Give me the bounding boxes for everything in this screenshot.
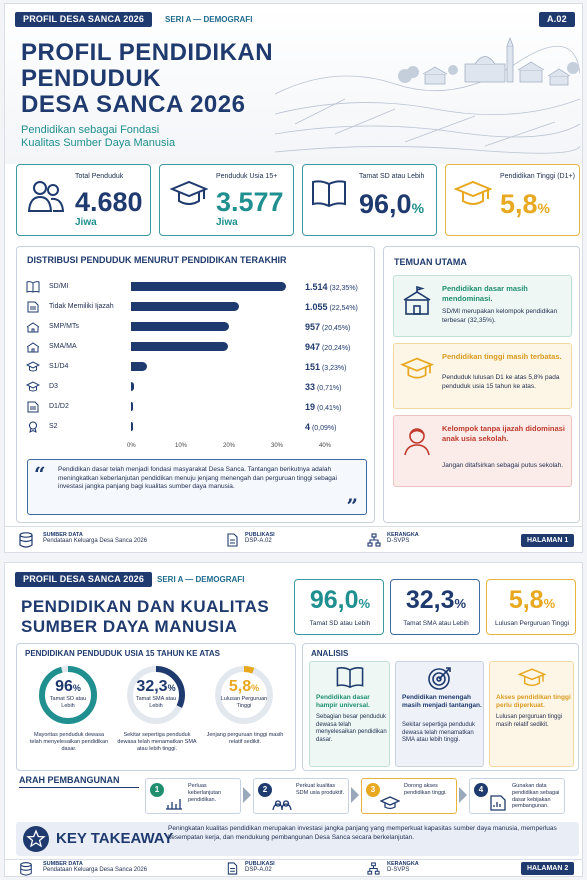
kpi-unit: % — [454, 596, 467, 611]
ring-unit: % — [251, 683, 260, 693]
bar-value-label: 957 — [305, 322, 321, 332]
bar-data-label — [305, 402, 341, 412]
ring-description: Jenjang perguruan tinggi masih relatif sedikit. — [206, 732, 284, 745]
kpi-label: Tamat SD atau Lebih — [309, 620, 371, 627]
usia15-section — [16, 643, 296, 771]
kpi-value — [359, 189, 424, 220]
bar — [131, 362, 147, 371]
step-text: Perluas keberlanjutan pendidikan. — [188, 783, 222, 803]
kpi-unit: % — [543, 596, 556, 611]
ring-number: 5,8 — [228, 678, 252, 695]
graduation-cap-icon — [170, 179, 208, 209]
footer-publication — [245, 861, 275, 873]
kpi-unit: % — [537, 200, 550, 216]
finding-card-1 — [393, 275, 572, 337]
category-label: D3 — [49, 383, 58, 390]
series-label: SERI A — DEMOGRAFI — [157, 575, 245, 584]
analysis-section — [302, 643, 579, 771]
distribution-section — [16, 246, 375, 523]
document-icon — [227, 533, 238, 547]
analysis-card-title: Akses pendidikan tinggi perlu diperkuat. — [496, 694, 571, 709]
subtitle-line-1: Pendidikan sebagai Fondasi — [21, 124, 160, 136]
ring-value — [213, 678, 275, 696]
ring-description: Sekitar sepertiga penduduk dewasa telah menamatkan SMA atau lebih tinggi. — [117, 732, 197, 752]
subtitle — [21, 124, 175, 150]
kpi-label: Tamat SD atau Lebih — [359, 173, 425, 180]
kpi-card-sd — [294, 579, 384, 635]
bar-value-label: 947 — [305, 342, 321, 352]
findings-title: TEMUAN UTAMA — [394, 257, 467, 267]
direction-step — [361, 778, 457, 814]
bar-percent-label: (3,23%) — [320, 365, 347, 372]
direction-step — [145, 778, 241, 814]
bar-percent-label: (20,24%) — [320, 345, 351, 352]
bar — [131, 382, 134, 391]
page-title — [21, 597, 269, 637]
step-text: Perkuat kualitas SDM usia produktif. — [296, 783, 344, 796]
category-icon — [26, 381, 40, 393]
x-tick-label: 30% — [271, 443, 284, 449]
bar — [131, 302, 239, 311]
kpi-value — [295, 586, 385, 615]
analysis-card-title: Pendidikan dasar hampir universal. — [316, 694, 370, 709]
quote-box — [27, 459, 367, 518]
finding-title: Kelompok tanpa ijazah didominasi anak usia sekolah. — [442, 424, 565, 443]
ring-unit: % — [72, 683, 81, 693]
footer-source-label: SUMBER DATA — [43, 861, 83, 867]
direction-underline — [19, 787, 139, 788]
kpi-number: 96,0 — [359, 189, 412, 219]
ring-unit: % — [167, 683, 176, 693]
kpi-number: 5,8 — [500, 189, 538, 219]
brand-tag: PROFIL DESA SANCA 2026 — [15, 572, 152, 587]
finding-card-2 — [393, 343, 572, 409]
chart-icon — [164, 795, 184, 811]
footer-ker-label: KERANGKA — [387, 861, 419, 867]
ring-value — [125, 678, 187, 696]
people-icon — [272, 795, 292, 811]
kpi-card-tamatsd — [302, 164, 437, 236]
school-icon — [400, 286, 434, 316]
finding-title: Pendidikan tinggi masih terbatas. — [442, 352, 562, 361]
step-text: Gunakan data pendidikan sebagai dasar kebijakan pembangunan. — [512, 783, 560, 810]
step-arrow-icon — [351, 787, 359, 803]
kpi-number: 32,3 — [405, 586, 455, 614]
kpi-value — [500, 189, 550, 220]
key-takeaway-title: KEY TAKEAWAY — [56, 830, 174, 847]
quote-text: Pendidikan dasar telah menjadi fondasi masyarakat Desa Sanca. Tantangan berikutnya adalah meningkatkan keberlanjutan pendidikan menuju jenjang menengah dan perguruan tinggi sebagai investasi jangka panjang bagi kualitas sumber daya manusia. — [58, 466, 337, 490]
step-number: 1 — [150, 783, 164, 797]
title-line-2: SUMBER DAYA MANUSIA — [21, 617, 238, 636]
chart-title: DISTRIBUSI PENDUDUK MENURUT PENDIDIKAN TERAKHIR — [27, 255, 287, 265]
kpi-value: 4.680 — [75, 187, 143, 217]
footer-pub-label: PUBLIKASI — [245, 861, 275, 867]
kpi-label: Penduduk Usia 15+ — [216, 173, 278, 180]
bar-percent-label: (0,41%) — [315, 405, 342, 412]
analysis-card-3 — [489, 661, 574, 767]
footer-pub-label: PUBLIKASI — [245, 532, 275, 538]
framework-icon — [367, 533, 381, 547]
ring-description: Mayoritas penduduk dewasa telah menyelesaikan pendidikan dasar. — [29, 732, 109, 752]
x-tick-label: 40% — [319, 443, 332, 449]
footer-framework — [387, 532, 419, 544]
footer-source-value: Pendataan Keluarga Desa Sanca 2026 — [43, 538, 148, 544]
bar-percent-label: (22,54%) — [327, 305, 358, 312]
category-icon — [26, 301, 40, 313]
kpi-unit: Jiwa — [75, 217, 97, 228]
step-arrow-icon — [459, 787, 467, 803]
kpi-unit: % — [411, 200, 425, 216]
bar-data-label — [305, 342, 350, 352]
step-number: 4 — [474, 783, 488, 797]
bar-percent-label: (32,35%) — [327, 285, 358, 292]
document-icon — [227, 862, 238, 875]
kpi-card-pendidikan-tinggi — [445, 164, 580, 236]
footer-ker-value: D-SVPS — [387, 867, 410, 873]
direction-title: ARAH PEMBANGUNAN — [19, 775, 120, 785]
analysis-card-text: Sekitar sepertiga penduduk dewasa telah menamatkan SMA atau lebih tinggi. — [402, 722, 476, 743]
title-line-2: PENDUDUK — [21, 65, 162, 92]
finding-text: Penduduk lulusan D1 ke atas 5,8% pada penduduk usia 15 tahun ke atas. — [442, 374, 560, 390]
people-icon — [27, 179, 65, 213]
bar-value-label: 1.055 — [305, 302, 328, 312]
bar-value-label: 1.514 — [305, 282, 328, 292]
footer-ker-label: KERANGKA — [387, 532, 419, 538]
bar — [131, 342, 228, 351]
category-icon — [26, 281, 40, 293]
kpi-value — [391, 586, 481, 615]
bar-percent-label: (0,71%) — [315, 385, 342, 392]
cap-icon — [380, 795, 400, 811]
book-icon — [311, 179, 347, 207]
bar-value-label: 33 — [305, 382, 316, 392]
kpi-number: 5,8 — [508, 586, 544, 614]
category-label: SD/MI — [49, 283, 69, 290]
bar-data-label — [305, 282, 358, 292]
ring-label: Tamat SD atau Lebih — [49, 696, 87, 709]
ring-label: Lulusan Perguruan Tinggi — [220, 696, 268, 709]
doc-code: A.02 — [539, 12, 575, 27]
subtitle-line-2: Kualitas Sumber Daya Manusia — [21, 137, 176, 149]
title-line-1: PROFIL PENDIDIKAN — [21, 39, 274, 66]
kpi-card-sma — [390, 579, 480, 635]
page-number: HALAMAN 1 — [521, 534, 574, 547]
bar-value-label: 4 — [305, 422, 311, 432]
footer-publication — [245, 532, 275, 544]
finding-text: SD/MI merupakan kelompok pendidikan terbesar (32,35%). — [442, 308, 558, 324]
graduation-cap-icon — [454, 179, 492, 209]
target-icon — [427, 665, 453, 691]
title-line-3: DESA SANCA 2026 — [21, 91, 246, 118]
analysis-card-title: Pendidikan menengah masih menjadi tantangan. — [402, 694, 482, 709]
database-icon — [19, 532, 33, 548]
ring-number: 32,3 — [136, 678, 168, 695]
ring-number: 96 — [55, 678, 73, 695]
finding-text: Jangan ditafsirkan sebagai putus sekolah. — [442, 462, 564, 469]
footer-source-value: Pendataan Keluarga Desa Sanca 2026 — [43, 867, 148, 873]
footer-source — [43, 861, 147, 873]
footer-ker-value: D-SVPS — [387, 538, 410, 544]
kpi-label: Pendidikan Tinggi (D1+) — [500, 173, 575, 180]
step-number: 2 — [258, 783, 272, 797]
category-label: D1/D2 — [49, 403, 69, 410]
kpi-label: Tamat SMA atau Lebih — [403, 620, 469, 627]
footer-divider — [5, 526, 583, 527]
finding-card-3 — [393, 415, 572, 487]
direction-step — [469, 778, 565, 814]
graduation-cap-icon — [400, 356, 434, 382]
ring-value — [37, 678, 99, 696]
child-icon — [402, 426, 432, 456]
category-label: SMP/MTs — [49, 323, 79, 330]
ring-stat — [117, 664, 211, 768]
category-icon — [26, 341, 40, 353]
graduation-cap-icon — [517, 667, 547, 689]
analysis-card-text: Lulusan perguruan tinggi masih relatif sedikit. — [496, 714, 563, 728]
direction-step — [253, 778, 349, 814]
bar-value-label: 151 — [305, 362, 321, 372]
footer-source — [43, 532, 147, 544]
analysis-card-1 — [309, 661, 390, 767]
x-tick-label: 0% — [127, 443, 136, 449]
footer-framework — [387, 861, 419, 873]
key-takeaway-box — [16, 822, 579, 856]
bar-value-label: 19 — [305, 402, 316, 412]
bar — [131, 402, 133, 411]
bar-data-label — [305, 302, 358, 312]
star-badge-icon — [22, 825, 50, 853]
finding-title: Pendidikan dasar masih mendominasi. — [442, 284, 528, 303]
footer-pub-value: DSP-A.02 — [245, 538, 272, 544]
analysis-card-2 — [395, 661, 484, 767]
category-label: Tidak Memiliki Ijazah — [49, 303, 114, 310]
kpi-card-pt — [486, 579, 576, 635]
village-illustration — [275, 24, 580, 164]
framework-icon — [367, 862, 380, 875]
series-label: SERI A — DEMOGRAFI — [165, 15, 253, 24]
page-1 — [4, 3, 583, 553]
bar — [131, 422, 133, 431]
analysis-title: ANALISIS — [311, 649, 349, 658]
footer-source-label: SUMBER DATA — [43, 532, 83, 538]
bar-percent-label: (0,09%) — [310, 425, 337, 432]
step-text: Dorong akses pendidikan tinggi. — [404, 783, 447, 796]
kpi-card-usia15 — [159, 164, 294, 236]
kpi-card-total — [16, 164, 151, 236]
key-takeaway-text: Peningkatan kualitas pendidikan merupakan investasi jangka panjang yang memperkuat kapasitas sumber daya manusia, memperluas kesempatan kerja, dan mendukung pembangunan Desa Sanca secara berkelanjutan. — [168, 825, 557, 841]
bar-data-label — [305, 422, 336, 432]
database-icon — [19, 862, 33, 876]
category-icon — [26, 321, 40, 333]
bar-chart — [17, 275, 376, 449]
kpi-unit: % — [358, 596, 371, 611]
category-label: S2 — [49, 423, 58, 430]
bar — [131, 282, 286, 291]
category-icon — [26, 421, 40, 433]
page-number: HALAMAN 2 — [521, 862, 574, 875]
brand-tag: PROFIL DESA SANCA 2026 — [15, 12, 152, 27]
footer-divider — [5, 859, 583, 860]
kpi-unit: Jiwa — [216, 217, 238, 228]
report-icon — [488, 795, 508, 811]
step-arrow-icon — [243, 787, 251, 803]
bar-data-label — [305, 322, 350, 332]
bar — [131, 322, 229, 331]
category-label: S1/D4 — [49, 363, 69, 370]
kpi-value: 3.577 — [216, 187, 284, 217]
book-icon — [335, 666, 365, 688]
kpi-label: Lulusan Perguruan Tinggi — [494, 620, 570, 627]
step-number: 3 — [366, 783, 380, 797]
bar-data-label — [305, 382, 341, 392]
category-icon — [26, 361, 40, 373]
kpi-value — [487, 586, 577, 615]
bar-data-label — [305, 362, 347, 372]
x-tick-label: 10% — [175, 443, 188, 449]
close-quote-icon: ” — [346, 494, 358, 518]
usia15-title: PENDIDIKAN PENDUDUK USIA 15 TAHUN KE ATAS — [25, 649, 220, 658]
title-line-1: PENDIDIKAN DAN KUALITAS — [21, 597, 270, 616]
ring-stat — [29, 664, 123, 768]
ring-stat — [206, 664, 299, 768]
analysis-card-text: Sebagian besar penduduk dewasa telah menyelesaikan pendidikan dasar. — [316, 714, 387, 743]
bar-percent-label: (20,45%) — [320, 325, 351, 332]
kpi-number: 96,0 — [309, 586, 359, 614]
category-icon — [26, 401, 40, 413]
category-label: SMA/MA — [49, 343, 77, 350]
kpi-label: Total Penduduk — [75, 173, 124, 180]
x-tick-label: 20% — [223, 443, 236, 449]
open-quote-icon: “ — [34, 462, 46, 486]
footer-pub-value: DSP-A.02 — [245, 867, 272, 873]
ring-label: Tamat SMA atau Lebih — [135, 696, 177, 709]
page-title — [21, 40, 273, 118]
findings-section — [383, 246, 580, 523]
page-2 — [4, 562, 583, 877]
